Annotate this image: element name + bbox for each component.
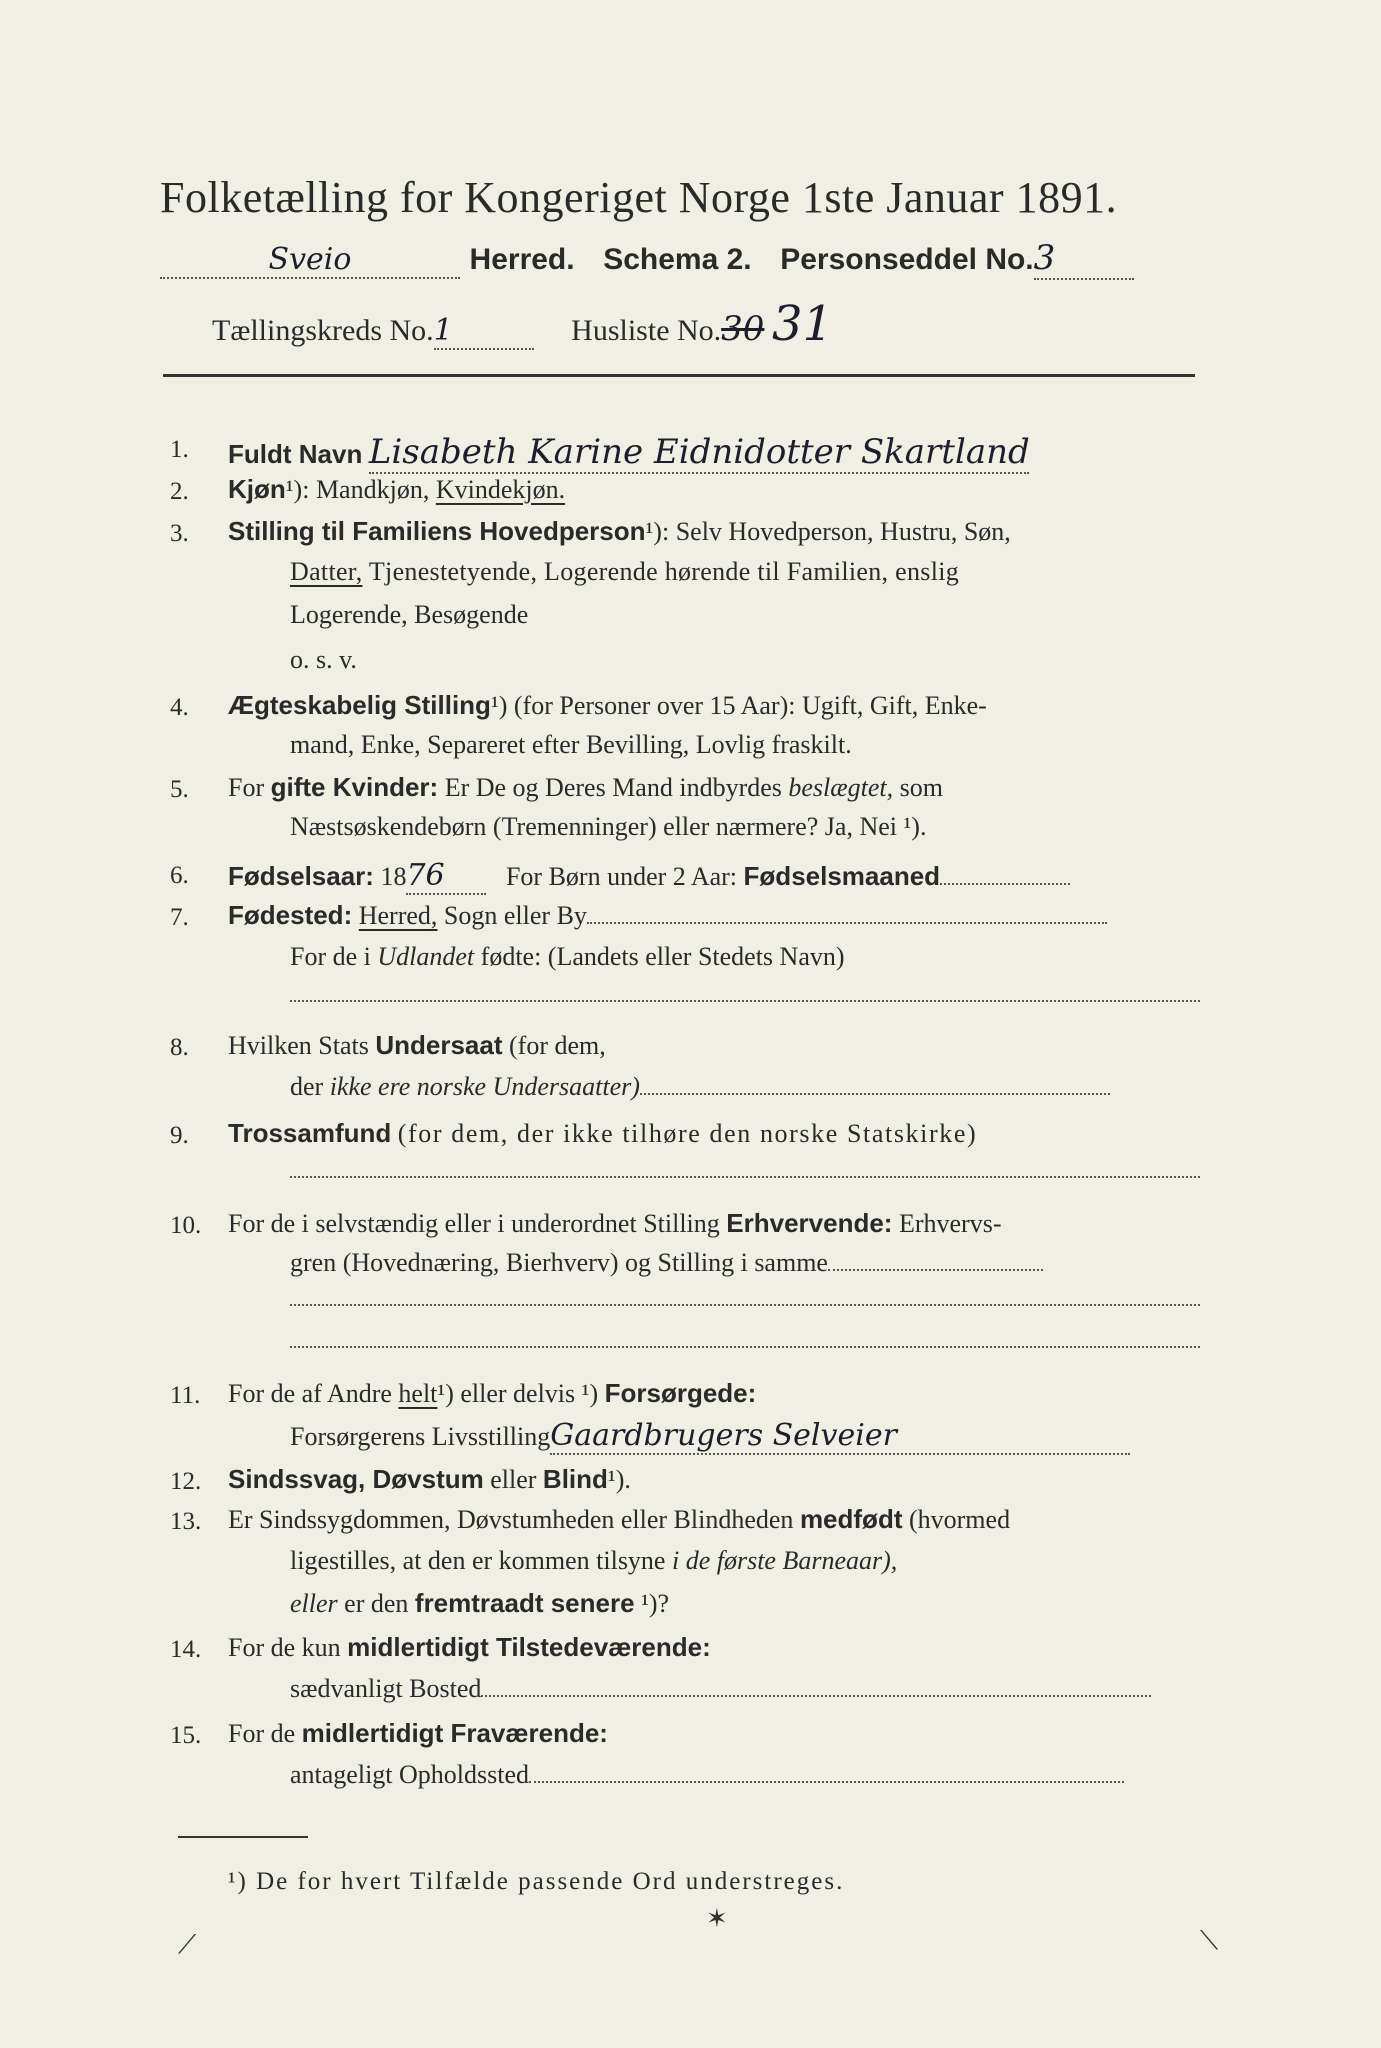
- abroad-prefix: For de i: [290, 942, 371, 971]
- marital-options: ¹) (for Personer over 15 Aar): Ugift, Gift, Enke-: [490, 691, 987, 720]
- temporary-present-row: [228, 1632, 711, 1663]
- probable-residence-label: antageligt Opholdssted: [290, 1760, 530, 1789]
- item-number: 2.: [170, 478, 189, 505]
- occupation-field: [828, 1269, 1043, 1271]
- disability-label: Sindssvag, Døvstum: [228, 1464, 484, 1494]
- occupation-row: [228, 1208, 1001, 1239]
- congenital-label: medfødt: [799, 1504, 903, 1534]
- husliste-struck-value: 30: [721, 309, 765, 349]
- kreds-value: 1: [434, 313, 534, 350]
- birth-year-prefix: 18: [380, 862, 407, 891]
- birthplace-options: Sogn eller By: [443, 901, 587, 930]
- religion-label: Trossamfund: [228, 1118, 392, 1148]
- religion-field: [290, 1176, 1200, 1178]
- item-number: 10.: [170, 1212, 202, 1239]
- kreds-line: [212, 296, 833, 352]
- herred-label: Herred.: [469, 243, 575, 276]
- item-number: 15.: [170, 1722, 202, 1749]
- disability-or: eller: [490, 1465, 537, 1494]
- congenital-em-2: eller: [290, 1589, 338, 1618]
- occupation-label: Erhvervende:: [726, 1208, 893, 1238]
- birth-year-label: Fødselsaar:: [228, 861, 374, 891]
- family-position-selected: Datter,: [290, 557, 363, 586]
- supported-label: Forsørgede:: [604, 1378, 757, 1408]
- disability-row: [228, 1464, 631, 1495]
- disability-label-2: Blind: [542, 1464, 608, 1494]
- item-number: 6.: [170, 862, 189, 889]
- corner-mark-icon: ⟍: [1200, 1926, 1219, 1956]
- item-number: 5.: [170, 776, 189, 803]
- temporary-absent-row: [228, 1718, 608, 1749]
- provider-row: [290, 1418, 1130, 1455]
- citizenship-prefix: Hvilken Stats: [228, 1031, 369, 1060]
- gender-row: [228, 474, 565, 505]
- occupation-note-2: gren (Hovednæring, Bierhverv) og Stilling i samme: [290, 1248, 828, 1277]
- married-women-question: Er De og Deres Mand indbyrdes: [444, 773, 782, 802]
- congenital-label-2: fremtraadt senere: [414, 1588, 635, 1618]
- full-name-label: Fuldt Navn: [228, 439, 363, 469]
- item-number: 9.: [170, 1122, 189, 1149]
- item-number: 14.: [170, 1636, 202, 1663]
- personseddel-value: 3: [1034, 238, 1134, 280]
- birthplace-selected: Herred,: [358, 901, 438, 930]
- gender-options: ¹): Mandkjøn,: [285, 475, 430, 504]
- family-position-row-2: [290, 557, 959, 587]
- congenital-row-3: [290, 1588, 669, 1619]
- center-mark-icon: ✶: [706, 1904, 728, 1934]
- provider-label: Forsørgerens Livsstilling: [290, 1422, 551, 1451]
- usual-residence-row: [290, 1674, 1151, 1704]
- husliste-value: 31: [771, 296, 834, 352]
- birthplace-field: [587, 922, 1107, 924]
- supported-options: ¹) eller delvis ¹): [437, 1379, 599, 1408]
- herred-value: Sveio: [160, 242, 460, 279]
- provider-value: Gaardbrugers Selveier: [550, 1418, 1130, 1455]
- congenital-text-2: ligestilles, at den er kommen tilsyne: [290, 1546, 666, 1575]
- abroad-field: [290, 1000, 1200, 1002]
- married-women-row: [228, 772, 943, 803]
- birth-month-note: For Børn under 2 Aar:: [505, 862, 738, 891]
- congenital-text-3: er den: [344, 1589, 409, 1618]
- temporary-present-prefix: For de kun: [228, 1633, 341, 1662]
- family-position-options: ¹): Selv Hovedperson, Hustru, Søn,: [645, 517, 1011, 546]
- citizenship-row: [228, 1030, 606, 1061]
- abroad-text: fødte: (Landets eller Stedets Navn): [480, 942, 845, 971]
- disability-note: ¹).: [607, 1465, 631, 1494]
- abroad-em: Udlandet: [377, 942, 475, 971]
- schema-label: Schema 2.: [603, 243, 752, 276]
- birth-month-field: [940, 883, 1070, 885]
- occupation-field-3: [290, 1346, 1200, 1348]
- marital-options-2: mand, Enke, Separeret efter Bevilling, Lovlig fraskilt.: [290, 730, 852, 759]
- item-number: 13.: [170, 1508, 202, 1535]
- temporary-absent-label: midlertidigt Fraværende:: [301, 1718, 608, 1748]
- gender-selected: Kvindekjøn.: [435, 475, 566, 504]
- married-women-question-2: Næstsøskendebørn (Tremenninger) eller nærmere? Ja, Nei ¹).: [290, 812, 927, 841]
- item-number: 12.: [170, 1468, 202, 1495]
- personseddel-label: Personseddel No.: [780, 243, 1034, 276]
- marital-row: [228, 690, 987, 721]
- temporary-present-label: midlertidigt Tilstedeværende:: [347, 1632, 711, 1662]
- married-women-label: gifte Kvinder:: [270, 772, 439, 802]
- married-women-prefix: For: [228, 773, 265, 802]
- item-number: 8.: [170, 1034, 189, 1061]
- item-number: 1.: [170, 436, 189, 463]
- congenital-em: i de første Barneaar),: [671, 1546, 898, 1575]
- item-number: 4.: [170, 694, 189, 721]
- probable-residence-field: [529, 1781, 1124, 1783]
- usual-residence-label: sædvanligt Bosted: [290, 1674, 482, 1703]
- full-name-row: [228, 432, 1029, 474]
- family-position-label: Stilling til Familiens Hovedperson: [228, 516, 646, 546]
- married-women-em: beslægtet,: [788, 773, 894, 802]
- birth-month-label: Fødselsmaaned: [743, 861, 941, 891]
- footnote-rule: [178, 1836, 308, 1838]
- married-women-question-end: som: [899, 773, 943, 802]
- birthplace-label: Fødested:: [228, 900, 353, 930]
- family-position-options-3: Logerende, Besøgende: [290, 600, 529, 629]
- header-rule: [163, 374, 1195, 377]
- occupation-row-2: [290, 1248, 1043, 1278]
- husliste-label: Husliste No.: [571, 314, 722, 347]
- item-number: 7.: [170, 904, 189, 931]
- citizenship-label: Undersaat: [375, 1030, 503, 1060]
- family-position-options-4: o. s. v.: [290, 645, 357, 674]
- religion-note: (for dem, der ikke tilhøre den norske Statskirke): [397, 1119, 978, 1148]
- occupation-note: Erhvervs-: [898, 1209, 1002, 1238]
- supported-row: [228, 1378, 756, 1409]
- congenital-row-2: [290, 1546, 897, 1576]
- congenital-prefix: Er Sindssygdommen, Døvstumheden eller Blindheden: [228, 1505, 794, 1534]
- citizenship-row-2: [290, 1072, 1110, 1102]
- birth-year-row: [228, 858, 1070, 895]
- congenital-note-3: ¹)?: [641, 1589, 670, 1618]
- religion-row: [228, 1118, 977, 1149]
- item-number: 3.: [170, 520, 189, 547]
- kreds-label: Tællingskreds No.: [212, 314, 434, 347]
- occupation-field-2: [290, 1304, 1200, 1306]
- supported-prefix: For de af Andre: [228, 1379, 392, 1408]
- corner-mark-icon: ⟋: [178, 1930, 197, 1960]
- occupation-prefix: For de i selvstændig eller i underordnet Stilling: [228, 1209, 720, 1238]
- usual-residence-field: [481, 1695, 1151, 1697]
- supported-selected: helt: [398, 1379, 438, 1408]
- abroad-row: [290, 942, 845, 972]
- footnote: ¹) De for hvert Tilfælde passende Ord understreges.: [228, 1868, 845, 1895]
- gender-label: Kjøn: [228, 474, 286, 504]
- congenital-note: (hvormed: [908, 1505, 1011, 1534]
- herred-line: [160, 238, 1134, 280]
- family-position-options-2: Tjenestetyende, Logerende hørende til Familien, enslig: [368, 557, 960, 586]
- birth-year-value: 76: [406, 858, 486, 895]
- form-title: Folketælling for Kongeriget Norge 1ste Januar 1891.: [160, 173, 1118, 222]
- citizenship-em: ikke ere norske Undersaatter): [329, 1072, 640, 1101]
- temporary-absent-prefix: For de: [228, 1719, 296, 1748]
- citizenship-prefix-2: der: [290, 1072, 324, 1101]
- citizenship-note: (for dem,: [509, 1031, 606, 1060]
- citizenship-field: [640, 1093, 1110, 1095]
- birthplace-row: [228, 900, 1107, 931]
- family-position-row: [228, 516, 1011, 547]
- item-number: 11.: [170, 1382, 201, 1409]
- probable-residence-row: [290, 1760, 1124, 1790]
- marital-label: Ægteskabelig Stilling: [228, 690, 491, 720]
- congenital-row: [228, 1504, 1010, 1535]
- full-name-value: Lisabeth Karine Eidnidotter Skartland: [368, 432, 1030, 472]
